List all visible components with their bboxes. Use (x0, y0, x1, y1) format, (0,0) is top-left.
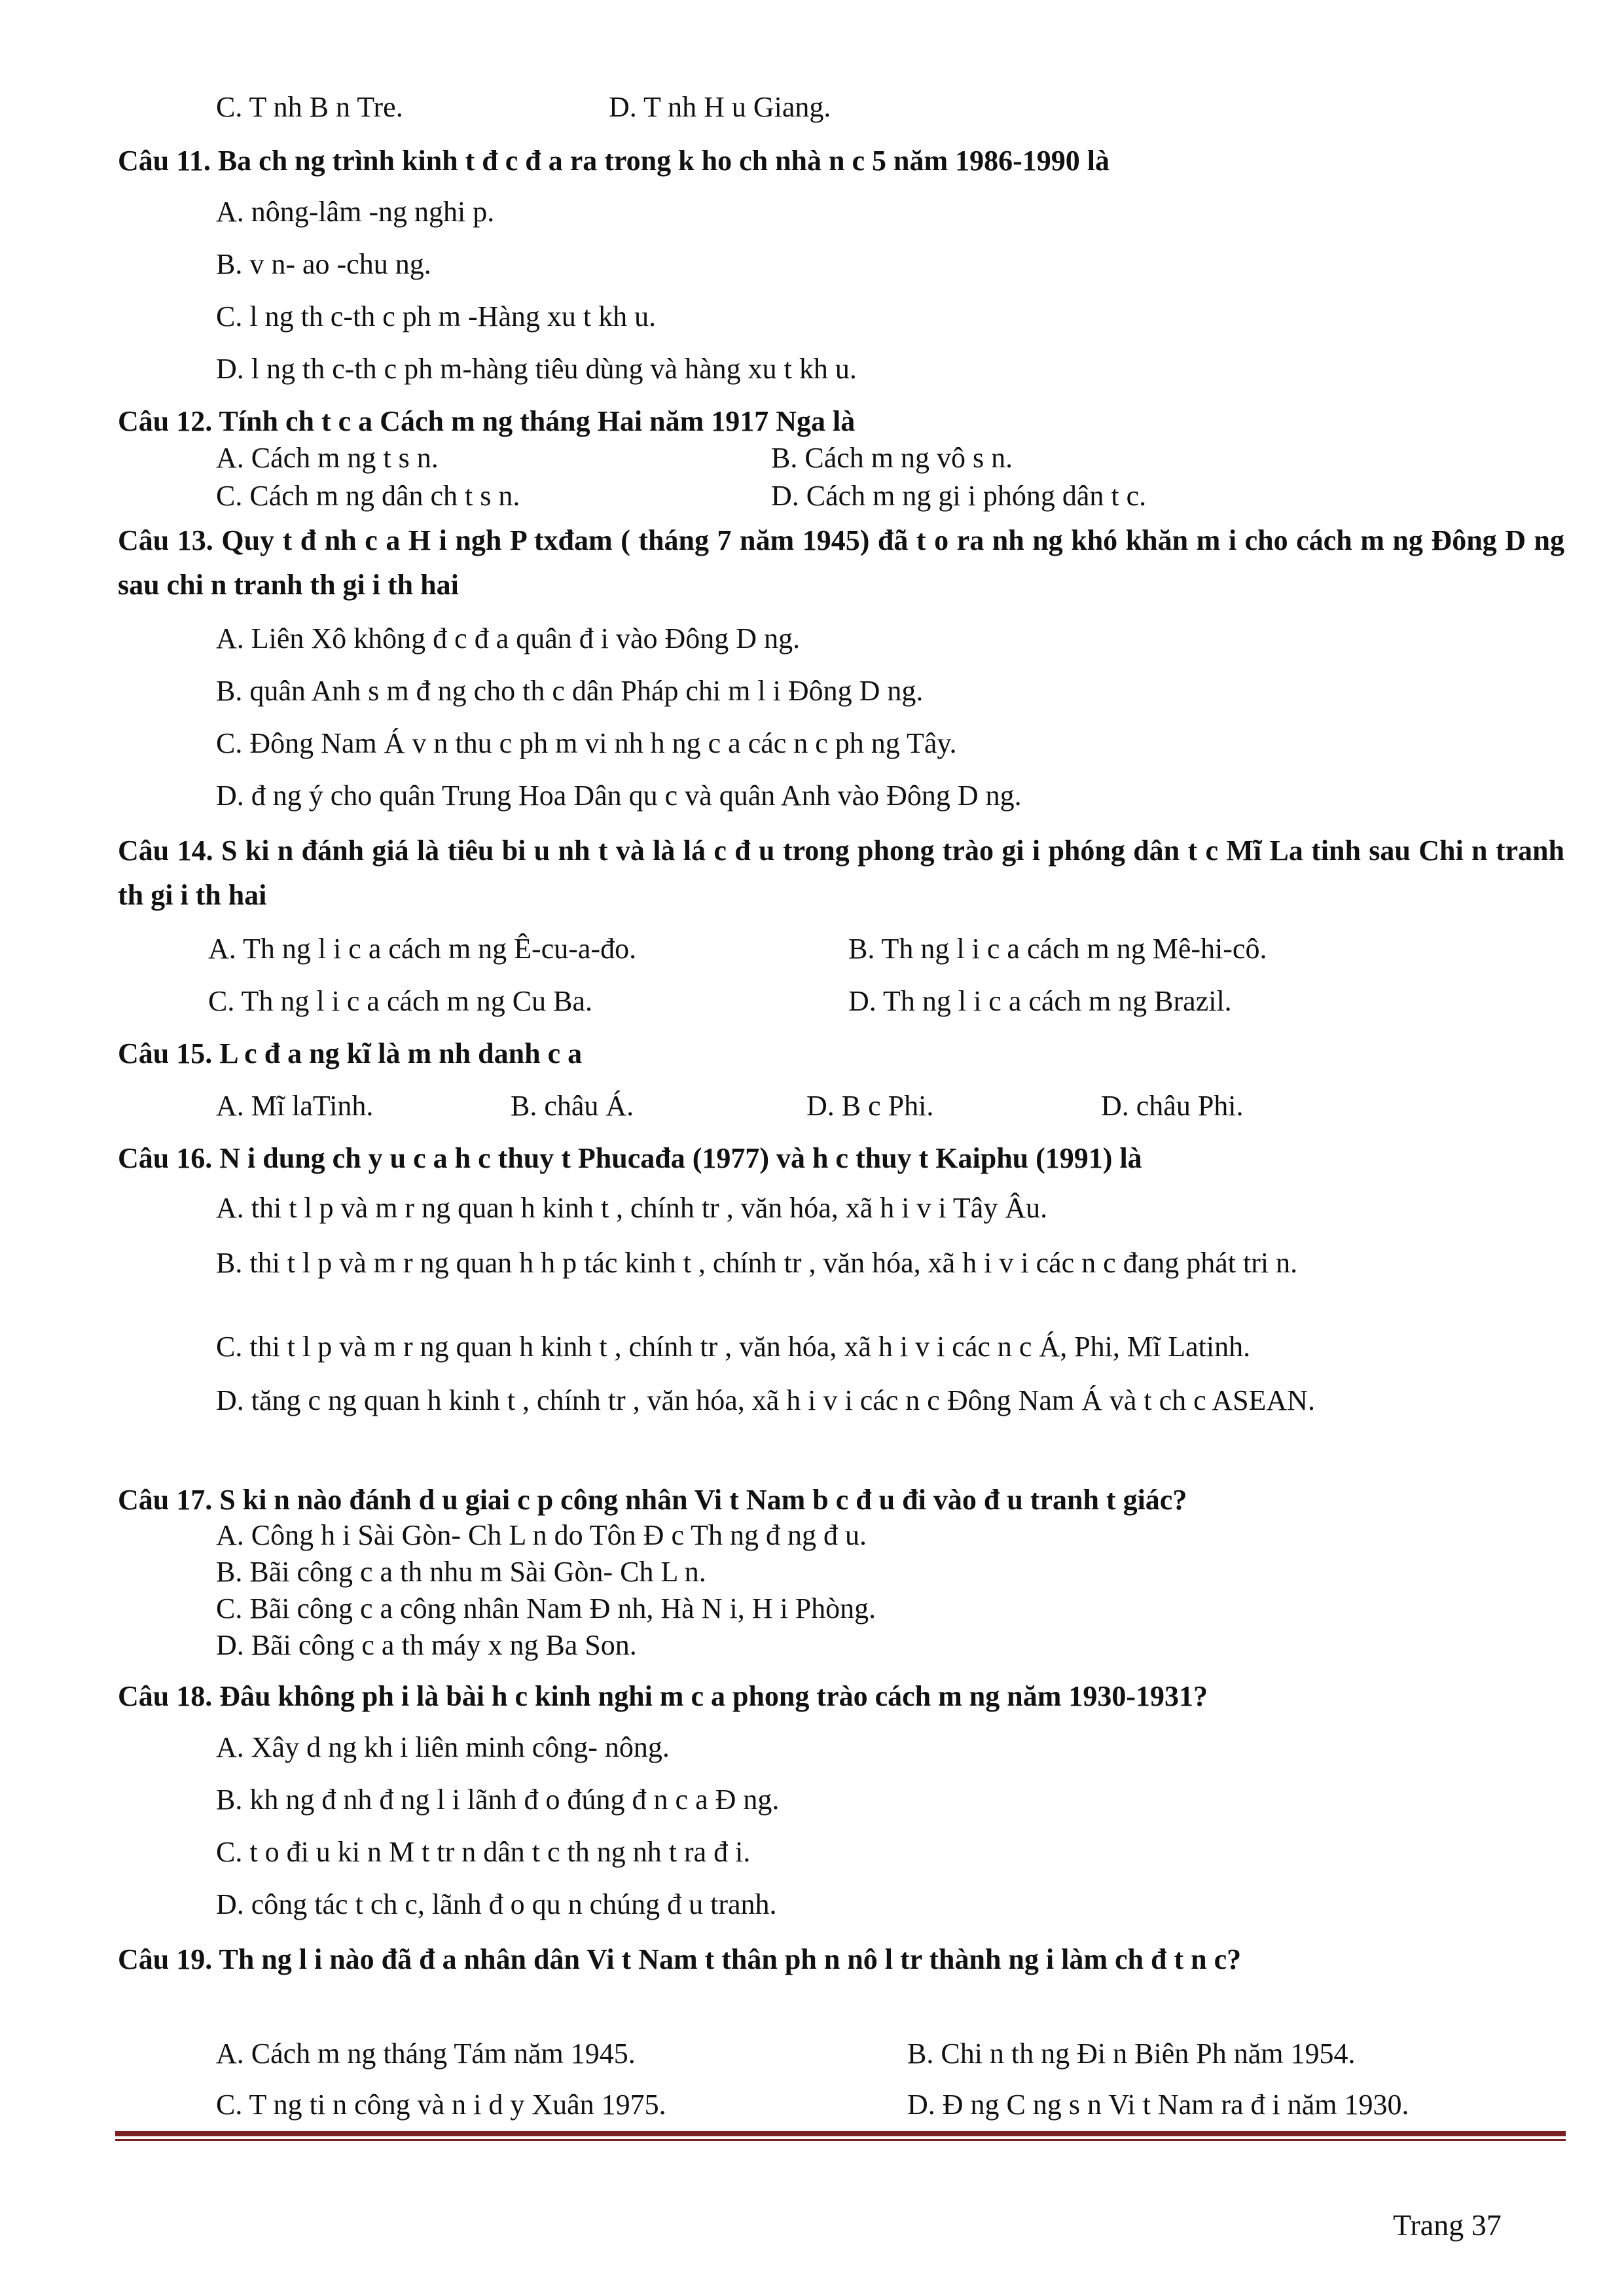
q13-option-c: C. Đông Nam Á v n thu c ph m vi nh h ng c a các n c ph ng Tây. (216, 727, 957, 759)
q13-option-d: D. đ ng ý cho quân Trung Hoa Dân qu c và quân Anh vào Đông D ng. (216, 780, 1022, 812)
q12-option-d: D. Cách m ng gi i phóng dân t c. (771, 480, 1147, 512)
q16-option-d: D. tăng c ng quan h kinh t , chính tr , văn hóa, xã h i v i các n c Đông Nam Á và t ch c ASEAN. (216, 1384, 1315, 1416)
q14-option-c: C. Th ng l i c a cách m ng Cu Ba. (208, 985, 592, 1017)
q15-option-d: D. châu Phi. (1101, 1090, 1244, 1122)
q11-option-b: B. v n- ao -chu ng. (216, 248, 431, 280)
question-text: Th ng l i nào đã đ a nhân dân Vi t Nam t thân ph n nô l tr thành ng i làm ch đ t n c? (219, 1943, 1242, 1975)
question-19 (118, 1937, 1564, 1982)
q19-option-a: A. Cách m ng tháng Tám năm 1945. (216, 2037, 636, 2070)
q19-option-b: B. Chi n th ng Đi n Biên Ph năm 1954. (907, 2037, 1356, 2070)
question-label: Câu 17. (118, 1484, 213, 1516)
q18-option-d: D. công tác t ch c, lãnh đ o qu n chúng đ u tranh. (216, 1888, 777, 1920)
q11-option-d: D. l ng th c-th c ph m-hàng tiêu dùng và hàng xu t kh u. (216, 353, 857, 385)
q13-option-a: A. Liên Xô không đ c đ a quân đ i vào Đông D ng. (216, 622, 801, 655)
question-label: Câu 11. (118, 145, 211, 177)
question-14 (118, 829, 1564, 918)
q16-option-c: C. thi t l p và m r ng quan h kinh t , chính tr , văn hóa, xã h i v i các n c Á, Phi, Mĩ Latinh. (216, 1331, 1251, 1363)
question-label: Câu 12. (118, 405, 213, 437)
q17-option-a: A. Công h i Sài Gòn- Ch L n do Tôn Đ c Th ng đ ng đ u. (216, 1519, 867, 1551)
question-15 (118, 1034, 582, 1073)
q15-option-b: B. châu Á. (511, 1090, 634, 1122)
question-11 (118, 141, 1110, 181)
question-13 (118, 518, 1564, 607)
q14-option-b: B. Th ng l i c a cách m ng Mê-hi-cô. (848, 933, 1267, 965)
q15-option-c: D. B c Phi. (806, 1090, 934, 1122)
q11-option-a: A. nông-lâm -ng nghi p. (216, 196, 495, 228)
question-text: L c đ a ng kĩ là m nh danh c a (219, 1037, 583, 1069)
q14-option-d: D. Th ng l i c a cách m ng Brazil. (848, 985, 1232, 1017)
question-label: Câu 18. (118, 1680, 213, 1712)
footer-rule-thin (115, 2139, 1566, 2141)
q10-option-d: D. T nh H u Giang. (609, 91, 831, 123)
question-12 (118, 402, 855, 441)
footer-rule-thick (115, 2131, 1566, 2136)
q17-option-c: C. Bãi công c a công nhân Nam Đ nh, Hà N i, H i Phòng. (216, 1592, 876, 1624)
question-text: S ki n đánh giá là tiêu bi u nh t và là lá c đ u trong phong trào gi i phóng dân t c Mĩ La tinh sau Chi n tranh th gi i th hai (118, 834, 1564, 911)
question-label: Câu 15. (118, 1037, 213, 1069)
question-17 (118, 1480, 1187, 1520)
question-text: Ba ch ng trình kinh t đ c đ a ra trong k ho ch nhà n c 5 năm 1986-1990 là (217, 145, 1110, 177)
q14-option-a: A. Th ng l i c a cách m ng Ê-cu-a-đo. (208, 933, 637, 965)
question-label: Câu 14. (118, 834, 213, 867)
q18-option-a: A. Xây d ng kh i liên minh công- nông. (216, 1731, 670, 1763)
question-16 (118, 1139, 1142, 1178)
question-label: Câu 13. (118, 524, 213, 556)
q16-option-b: B. thi t l p và m r ng quan h h p tác kinh t , chính tr , văn hóa, xã h i v i các n c đang phát tri n. (216, 1247, 1298, 1279)
question-label: Câu 19. (118, 1943, 213, 1975)
q17-option-b: B. Bãi công c a th nhu m Sài Gòn- Ch L n. (216, 1556, 706, 1588)
q10-option-c: C. T nh B n Tre. (216, 91, 403, 123)
question-text: S ki n nào đánh d u giai c p công nhân Vi t Nam b c đ u đi vào đ u tranh t giác? (219, 1484, 1187, 1516)
question-text: Đâu không ph i là bài h c kinh nghi m c a phong trào cách m ng năm 1930-1931? (219, 1680, 1208, 1712)
q18-option-c: C. t o đi u ki n M t tr n dân t c th ng nh t ra đ i. (216, 1836, 751, 1868)
q19-option-d: D. Đ ng C ng s n Vi t Nam ra đ i năm 1930. (907, 2089, 1409, 2121)
q18-option-b: B. kh ng đ nh đ ng l i lãnh đ o đúng đ n c a Đ ng. (216, 1784, 780, 1816)
q12-option-c: C. Cách m ng dân ch t s n. (216, 480, 520, 512)
q12-option-b: B. Cách m ng vô s n. (771, 442, 1013, 474)
q15-option-a: A. Mĩ laTinh. (216, 1090, 374, 1122)
q19-option-c: C. T ng ti n công và n i d y Xuân 1975. (216, 2089, 666, 2121)
q16-option-a: A. thi t l p và m r ng quan h kinh t , chính tr , văn hóa, xã h i v i Tây Âu. (216, 1192, 1048, 1224)
question-text: Tính ch t c a Cách m ng tháng Hai năm 1917 Nga là (219, 405, 856, 437)
question-18 (118, 1677, 1208, 1716)
question-text: N i dung ch y u c a h c thuy t Phucađa (1977) và h c thuy t Kaiphu (1991) là (219, 1142, 1142, 1174)
q12-option-a: A. Cách m ng t s n. (216, 442, 439, 474)
q11-option-c: C. l ng th c-th c ph m -Hàng xu t kh u. (216, 300, 657, 332)
page-number: Trang 37 (1393, 2208, 1502, 2242)
question-text: Quy t đ nh c a H i ngh P txđam ( tháng 7 năm 1945) đã t o ra nh ng khó khăn m i cho cách m ng Đông D ng sau chi n tranh th gi i th hai (118, 524, 1565, 601)
q13-option-b: B. quân Anh s m đ ng cho th c dân Pháp chi m l i Đông D ng. (216, 675, 924, 707)
q17-option-d: D. Bãi công c a th máy x ng Ba Son. (216, 1629, 637, 1661)
question-label: Câu 16. (118, 1142, 213, 1174)
